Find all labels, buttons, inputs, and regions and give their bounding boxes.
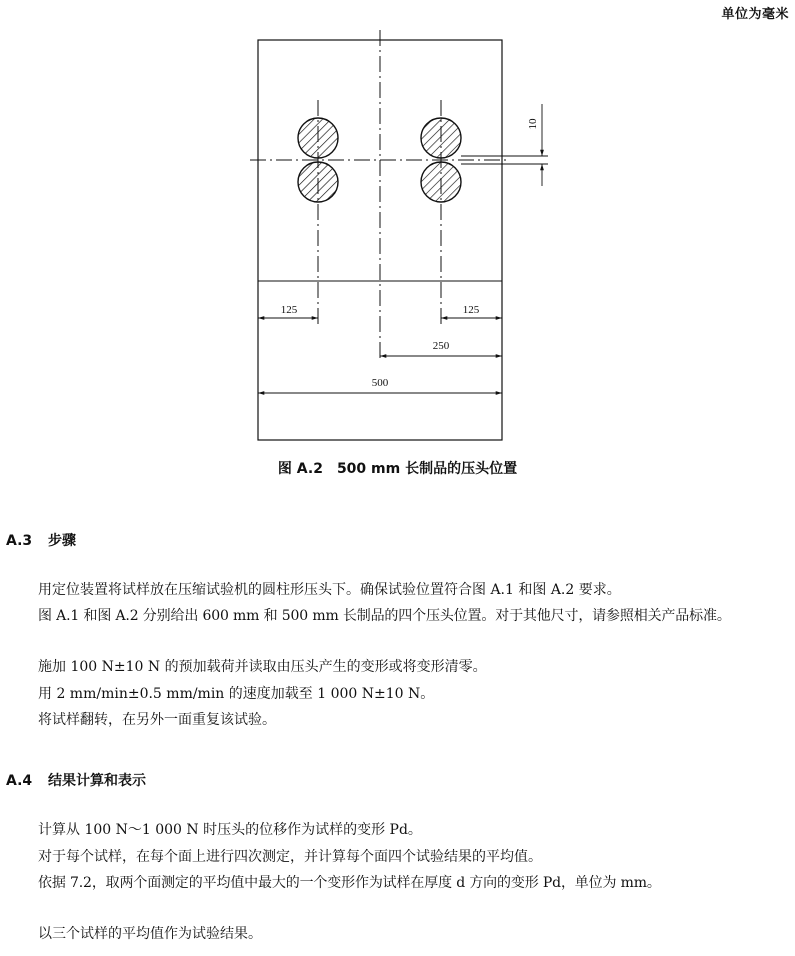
section-a3-number: A.3 bbox=[6, 533, 33, 549]
section-a4-title: 结果计算和表示 bbox=[48, 773, 146, 789]
figure-caption-number: 图 A.2 bbox=[277, 461, 323, 477]
section-a4-heading bbox=[6, 770, 146, 790]
section-a3-heading bbox=[6, 530, 76, 550]
unit-note: 单位为毫米 bbox=[721, 7, 789, 22]
dim250-label: 250 bbox=[432, 340, 450, 352]
indenter-bottom-right bbox=[421, 162, 461, 202]
dim10-label: 10 bbox=[527, 118, 539, 130]
section-a4-number: A.4 bbox=[6, 773, 33, 789]
indenter-top-left bbox=[298, 118, 338, 158]
figure-caption bbox=[0, 458, 795, 478]
a3-paragraph-2: 图 A.1 和图 A.2 分别给出 600 mm 和 500 mm 长制品的四个压头位置。对于其他尺寸，请参照相关产品标准。 bbox=[38, 608, 731, 624]
dim125-left-label: 125 bbox=[280, 304, 298, 316]
a4-paragraph-3: 依据 7.2，取两个面测定的平均值中最大的一个变形作为试样在厚度 d 方向的变形 Pd，单位为 mm。 bbox=[38, 875, 661, 891]
a3-paragraph-4: 用 2 mm/min±0.5 mm/min 的速度加载至 1 000 N±10 N。 bbox=[38, 686, 435, 702]
dim500-label: 500 bbox=[371, 377, 389, 389]
a4-paragraph-2: 对于每个试样，在每个面上进行四次测定，并计算每个面四个试验结果的平均值。 bbox=[38, 849, 542, 865]
a4-paragraph-1: 计算从 100 N～1 000 N 时压头的位移作为试样的变形 Pd。 bbox=[38, 822, 422, 838]
indenter-position-figure bbox=[0, 0, 795, 450]
section-a3-title: 步骤 bbox=[48, 533, 76, 549]
a4-paragraph-4: 以三个试样的平均值作为试验结果。 bbox=[38, 926, 262, 942]
indenter-bottom-left bbox=[298, 162, 338, 202]
a3-paragraph-1: 用定位装置将试样放在压缩试验机的圆柱形压头下。确保试验位置符合图 A.1 和图 A.2 要求。 bbox=[38, 582, 621, 598]
a3-paragraph-5: 将试样翻转，在另外一面重复该试验。 bbox=[38, 712, 276, 728]
a3-paragraph-3: 施加 100 N±10 N 的预加载荷并读取由压头产生的变形或将变形清零。 bbox=[38, 659, 487, 675]
indenter-top-right bbox=[421, 118, 461, 158]
dim125-right-label: 125 bbox=[462, 304, 480, 316]
figure-caption-title: 500 mm 长制品的压头位置 bbox=[336, 461, 518, 477]
